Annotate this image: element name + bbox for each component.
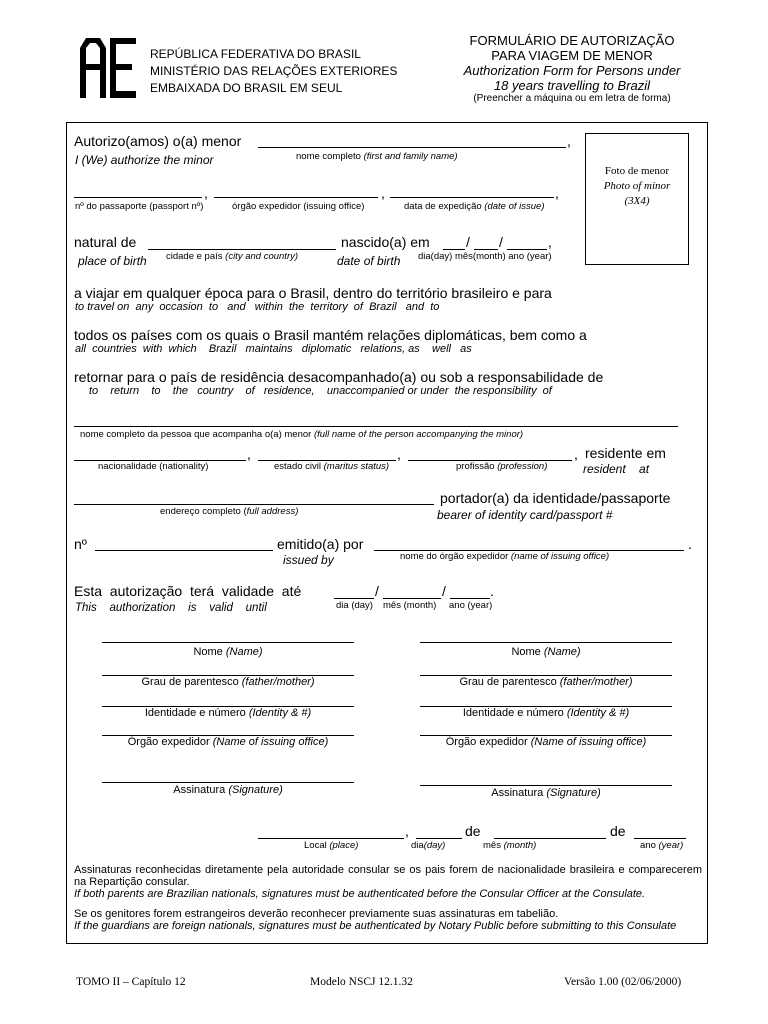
header-left bbox=[150, 46, 397, 97]
minor-name-field[interactable] bbox=[258, 147, 566, 148]
guardian-2-signature-field[interactable] bbox=[420, 785, 672, 786]
header-line-3: EMBAIXADA DO BRASIL EM SEUL bbox=[150, 81, 343, 95]
note-2-pt: Se os genitores forem estrangeiros deverão reconhecer previamente suas assinaturas em tabelião. bbox=[74, 908, 559, 920]
return-en: to return to the country of residence, unaccompanied or under the responsibility of bbox=[89, 385, 552, 397]
guardian-2-id-label: Identidade e número (Identity & #) bbox=[462, 707, 630, 719]
header-line-2: MINISTÉRIO DAS RELAÇÕES EXTERIORES bbox=[150, 64, 398, 78]
day-field[interactable] bbox=[416, 838, 462, 839]
born-label: nascido(a) em bbox=[341, 234, 430, 250]
validity-year-hint: ano (year) bbox=[449, 600, 493, 611]
header-line-1: REPÚBLICA FEDERATIVA DO BRASIL bbox=[150, 47, 361, 61]
guardian-2-office-label: Órgão expedidor (Name of issuing office) bbox=[445, 736, 647, 748]
travel-en: to travel on any occasion to and within the territory of Brazil and to bbox=[75, 301, 440, 313]
birth-year-field[interactable] bbox=[507, 249, 547, 250]
issued-label-en: issued by bbox=[283, 553, 334, 567]
countries-pt: todos os países com os quais o Brasil mantém relações diplomáticas, bem como a bbox=[74, 327, 587, 343]
year-hint: ano (year) bbox=[640, 840, 684, 851]
note-1-pt: Assinaturas reconhecidas diretamente pela autoridade consular se os pais forem de nacionalidade brasileira e comparecerem na Repartição consular. bbox=[74, 864, 702, 888]
footer-right: Versão 1.00 (02/06/2000) bbox=[564, 976, 682, 988]
birth-dmy-hint: dia(day) mês(month) ano (year) bbox=[418, 251, 552, 262]
place-of-birth-field[interactable] bbox=[148, 249, 336, 250]
place-hint: Local (place) bbox=[304, 840, 359, 851]
title-en-2: 18 years travelling to Brazil bbox=[493, 78, 651, 93]
birth-month-field[interactable] bbox=[474, 249, 498, 250]
guardian-1-signature-field[interactable] bbox=[102, 782, 354, 783]
issue-date-field[interactable] bbox=[390, 197, 554, 198]
bearer-label-en: bearer of identity card/passport # bbox=[437, 508, 613, 522]
title-pt-2: PARA VIAGEM DE MENOR bbox=[491, 48, 653, 63]
photo-pt: Foto de menor bbox=[604, 165, 670, 177]
birth-day-field[interactable] bbox=[443, 249, 465, 250]
countries-en: all countries with which Brazil maintains diplomatic relations, as well as bbox=[75, 343, 472, 355]
issuing-office-name-hint: nome do órgão expedidor (name of issuing office) bbox=[400, 551, 610, 562]
photo-size: (3X4) bbox=[624, 195, 650, 207]
validity-label: Esta autorização terá validade até bbox=[74, 583, 302, 599]
marital-hint: estado civil (maritus status) bbox=[274, 461, 390, 472]
resident-label: residente em bbox=[585, 445, 666, 461]
validity-day-hint: dia (day) bbox=[336, 600, 373, 611]
title-pt-1: FORMULÁRIO DE AUTORIZAÇÃO bbox=[469, 33, 675, 48]
validity-day-field[interactable] bbox=[334, 598, 374, 599]
de-2: de bbox=[610, 823, 626, 839]
nationality-hint: nacionalidade (nationality) bbox=[98, 461, 209, 472]
passport-number-field[interactable] bbox=[74, 197, 202, 198]
document-number-field[interactable] bbox=[95, 550, 273, 551]
accompany-name-field[interactable] bbox=[74, 426, 678, 427]
validity-label-en: This authorization is valid until bbox=[75, 602, 267, 614]
city-country-hint: cidade e país (city and country) bbox=[166, 251, 299, 262]
footer-center: Modelo NSCJ 12.1.32 bbox=[310, 976, 413, 988]
guardian-2-relation-label: Grau de parentesco (father/mother) bbox=[459, 676, 633, 688]
issued-label: emitido(a) por bbox=[277, 536, 364, 552]
guardian-2-block bbox=[420, 630, 672, 800]
validity-month-hint: mês (month) bbox=[383, 600, 437, 611]
number-label: nº bbox=[74, 536, 87, 552]
guardian-1-relation-label: Grau de parentesco (father/mother) bbox=[141, 676, 315, 688]
footer-left: TOMO II – Capítulo 12 bbox=[76, 976, 186, 988]
natural-label-en: place of birth bbox=[78, 254, 147, 268]
bearer-label: portador(a) da identidade/passaporte bbox=[440, 490, 671, 506]
day-hint: dia(day) bbox=[411, 840, 446, 851]
note-1-en: If both parents are Brazilian nationals, signatures must be authenticated before the Consular Officer at the Consulate. bbox=[74, 888, 646, 900]
header-right bbox=[420, 33, 724, 105]
profession-hint: profissão (profession) bbox=[456, 461, 548, 472]
month-hint: mês (month) bbox=[483, 840, 537, 851]
guardian-1-office-label: Órgão expedidor (Name of issuing office) bbox=[127, 736, 329, 748]
guardian-2-signature-label: Assinatura (Signature) bbox=[491, 787, 601, 799]
guardian-1-name-field[interactable] bbox=[102, 642, 354, 643]
validity-year-field[interactable] bbox=[450, 598, 490, 599]
month-field[interactable] bbox=[494, 838, 606, 839]
guardian-2-name-label: Nome (Name) bbox=[511, 646, 581, 658]
notes bbox=[74, 864, 702, 932]
title-en-1: Authorization Form for Persons under bbox=[463, 63, 681, 78]
subtitle: (Preencher a máquina ou em letra de forma) bbox=[473, 93, 671, 104]
validity-month-field[interactable] bbox=[383, 598, 441, 599]
born-label-en: date of birth bbox=[337, 254, 401, 268]
return-pt: retornar para o país de residência desacompanhado(a) ou sob a responsabilidade de bbox=[74, 369, 604, 385]
de-1: de bbox=[465, 823, 481, 839]
travel-pt: a viajar em qualquer época para o Brasil, dentro do território brasileiro e para bbox=[74, 285, 552, 301]
full-name-hint: nome completo (first and family name) bbox=[296, 151, 458, 162]
year-field[interactable] bbox=[634, 838, 686, 839]
passport-number-hint: nº do passaporte (passport nº) bbox=[75, 201, 204, 212]
guardian-1-name-label: Nome (Name) bbox=[193, 646, 263, 658]
guardian-1-signature-label: Assinatura (Signature) bbox=[173, 784, 283, 796]
place-field[interactable] bbox=[258, 838, 404, 839]
photo-box[interactable] bbox=[585, 133, 689, 265]
guardian-1-block bbox=[102, 630, 354, 800]
resident-label-en: resident at bbox=[583, 462, 650, 476]
issuing-office-field[interactable] bbox=[214, 197, 378, 198]
authorize-label-en: I (We) authorize the minor bbox=[75, 153, 214, 167]
address-hint: endereço completo (full address) bbox=[160, 506, 299, 517]
authorize-label: Autorizo(amos) o(a) menor bbox=[74, 133, 242, 149]
guardian-1-id-label: Identidade e número (Identity & #) bbox=[144, 707, 312, 719]
guardian-2-name-field[interactable] bbox=[420, 642, 672, 643]
natural-label: natural de bbox=[74, 234, 137, 250]
issuing-office-hint: órgão expedidor (issuing office) bbox=[232, 201, 365, 212]
photo-en: Photo of minor bbox=[603, 180, 671, 192]
accompany-hint: nome completo da pessoa que acompanha o(a) menor (full name of the person accompanying the minor) bbox=[80, 429, 524, 440]
note-2-en: If the guardians are foreign nationals, signatures must be authenticated by Notary Public before submitting to this Consulate bbox=[74, 920, 677, 932]
ae-logo bbox=[78, 36, 138, 98]
address-field[interactable] bbox=[74, 504, 434, 505]
issue-date-hint: data de expedição (date of issue) bbox=[404, 201, 545, 212]
